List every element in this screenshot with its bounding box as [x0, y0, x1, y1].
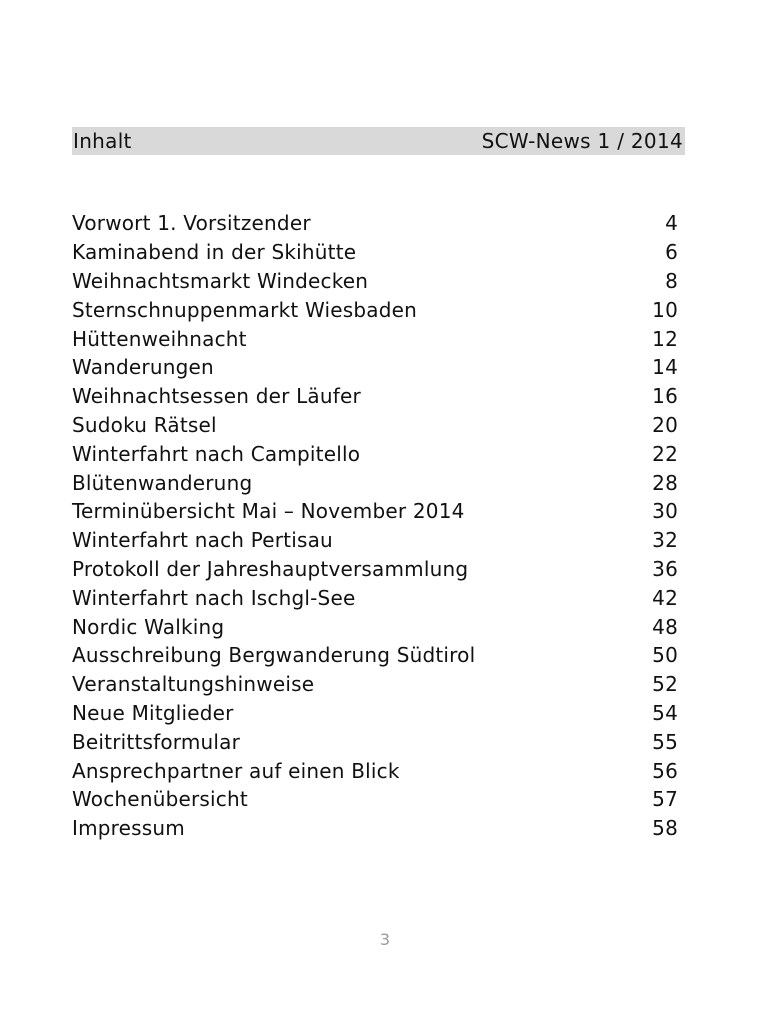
toc-entry-page: 28: [652, 470, 678, 495]
toc-entry: [72, 353, 678, 382]
toc-entry-title: Wanderungen: [72, 355, 214, 380]
toc-entry-title: Terminübersicht Mai – November 2014: [72, 499, 465, 524]
toc-entry: [72, 727, 678, 756]
toc-entry-page: 12: [652, 326, 678, 351]
toc-entry: [72, 641, 678, 670]
toc-entry-title: Sudoku Rätsel: [72, 412, 217, 437]
toc-entry: [72, 411, 678, 440]
toc-entry-page: 58: [652, 816, 678, 841]
toc-entry-page: 55: [652, 729, 678, 754]
toc-entry: [72, 699, 678, 728]
page-number: 3: [379, 930, 391, 949]
toc-entry-title: Protokoll der Jahreshauptversammlung: [72, 556, 469, 581]
toc-entry-title: Winterfahrt nach Pertisau: [72, 528, 333, 553]
toc-entry-title: Winterfahrt nach Ischgl-See: [72, 585, 356, 610]
toc-entry-title: Sternschnuppenmarkt Wiesbaden: [72, 297, 417, 322]
table-of-contents: [72, 209, 678, 843]
toc-entry: [72, 583, 678, 612]
toc-entry-title: Beitrittsformular: [72, 729, 241, 754]
toc-entry: [72, 555, 678, 584]
toc-entry-page: 56: [652, 758, 678, 783]
toc-entry: [72, 267, 678, 296]
toc-entry-title: Wochenübersicht: [72, 787, 248, 812]
toc-entry-page: 57: [652, 787, 678, 812]
toc-entry-page: 36: [652, 556, 678, 581]
toc-entry-page: 30: [652, 499, 678, 524]
toc-entry-page: 14: [652, 355, 678, 380]
toc-entry: [72, 756, 678, 785]
toc-entry-page: 8: [665, 268, 678, 293]
toc-entry-title: Nordic Walking: [72, 614, 225, 639]
toc-entry-page: 10: [652, 297, 678, 322]
toc-entry-page: 6: [665, 240, 678, 265]
toc-header-bar: [72, 127, 685, 155]
toc-entry-page: 42: [652, 585, 678, 610]
toc-entry-page: 20: [652, 412, 678, 437]
toc-entry: [72, 324, 678, 353]
toc-entry: [72, 209, 678, 238]
toc-entry: [72, 785, 678, 814]
toc-entry-title: Weihnachtsessen der Läufer: [72, 384, 361, 409]
toc-entry: [72, 670, 678, 699]
toc-entry: [72, 295, 678, 324]
toc-entry-page: 52: [652, 672, 678, 697]
toc-entry-title: Neue Mitglieder: [72, 700, 234, 725]
toc-heading: Inhalt: [73, 129, 132, 153]
toc-entry: [72, 382, 678, 411]
toc-entry-page: 32: [652, 528, 678, 553]
toc-entry-title: Impressum: [72, 816, 185, 841]
toc-entry-title: Ansprechpartner auf einen Blick: [72, 758, 400, 783]
toc-entry-page: 54: [652, 700, 678, 725]
toc-entry: [72, 238, 678, 267]
toc-entry-title: Kaminabend in der Skihütte: [72, 240, 357, 265]
toc-entry-title: Vorwort 1. Vorsitzender: [72, 211, 311, 236]
toc-entry: [72, 439, 678, 468]
toc-entry-title: Blütenwanderung: [72, 470, 253, 495]
toc-entry-title: Hüttenweihnacht: [72, 326, 247, 351]
toc-entry-title: Ausschreibung Bergwanderung Südtirol: [72, 643, 476, 668]
toc-entry-title: Winterfahrt nach Campitello: [72, 441, 361, 466]
toc-entry-title: Weihnachtsmarkt Windecken: [72, 268, 369, 293]
toc-entry-page: 50: [652, 643, 678, 668]
toc-entry-page: 22: [652, 441, 678, 466]
toc-entry-page: 4: [665, 211, 678, 236]
toc-entry: [72, 526, 678, 555]
toc-entry: [72, 612, 678, 641]
toc-entry-page: 48: [652, 614, 678, 639]
toc-entry: [72, 468, 678, 497]
toc-entry-page: 16: [652, 384, 678, 409]
issue-title: SCW-News 1 / 2014: [481, 129, 683, 153]
toc-entry: [72, 814, 678, 843]
toc-entry: [72, 497, 678, 526]
toc-entry-title: Veranstaltungshinweise: [72, 672, 315, 697]
